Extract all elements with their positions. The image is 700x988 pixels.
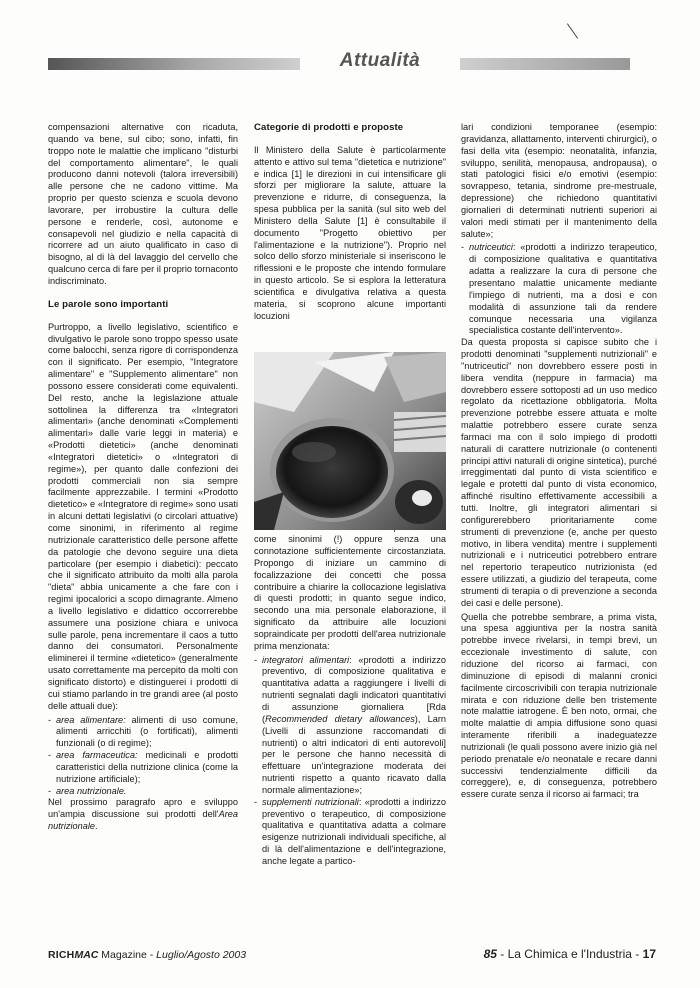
list-term: integratori alimentari [262, 654, 350, 665]
column-3 [461, 122, 657, 803]
list-item [56, 750, 238, 786]
text-run-italic: Area nutrizionale [48, 809, 238, 832]
journal-name: - La Chimica e l'Industria - [496, 947, 643, 961]
paragraph: Il Ministero della Salute è particolarmente attento e attivo sul tema "dietetica e nutrizione" e indica [1] le direzioni in cui intensificare gli sforzi per migliorare la salute, attuare la prevenzione e ridurre, di conseguenza, la spesa pubblica per la sanità (sul sito web del Ministero della Salute [1] è consultabile il documento "Progetto obiettivo per l'alimentazione e la nutrizione"). Proprio nel solco dello sforzo ministeriale si inseriscono le riflessioni e le proposte che intendo formulare in questo articolo. Se si esplora la letteratura scientifica e divulgativa relativa a questa materia, si scoprono alcune importanti locuzioni [254, 144, 446, 321]
definitions-list-cont [461, 242, 657, 337]
footer-journal [484, 947, 656, 961]
list-item [469, 242, 657, 337]
paragraph: Purtroppo, a livello legislativo, scientifico e divulgativo le parole sono troppo spesso usate come balocchi, senza rigore di corrispondenza con il significato. Per esempio, "Integratore alimentare" e "Supplemento alimentare" non possono essere considerati come equivalenti. Del resto, anche la legislazione attuale sottolinea la differenza tra «Integratori alimentari» (anche denominati «Complementi alimentari» dalle varie leggi in materia) e «Prodotti dietetici» (anche denominati «Integratori dietetici» o «Integratori di regime»), per quanto dalle confezioni dei prodotti commerciali non sia sempre facilmente apprezzabile. I termini «Prodotto dietetico» e «Integratore di regime» sono usati in alcuni dettati legislativi (o circolari attuative) come sinonimi, in riferimento al regime nutrizionale caratteristico delle persone affette da patologie che devono seguire una dieta particolare (per esempio i diabetici): peccato che il significato attribuito da molti alla parola "dieta" abbia unicamente a che fare con i regimi ipocalorici a scopo dimagrante. Almeno a livello legislativo e didattico occorrerebbe assumere una posizione chiara e univoca sulle parole, pena incrementare il caos a tutto danno dei consumatori. Personalmente eliminerei il termine «dietetico» (generalmente usato correttamente ma percepito da molti con significato distorto) e distinguerei i prodotti di cui stiamo parlando in tre grandi aree (al posto delle attuali due): [48, 321, 238, 711]
areas-list [48, 715, 238, 798]
subheading-parole: Le parole sono importanti [48, 298, 169, 310]
magazine-label: Magazine - [98, 949, 157, 961]
list-text: ), Larn (Livelli di assunzione raccomandati di nutrienti) o altri indicatori di enti autorevoli] per le persone che hanno necessità di effettuare un'integrazione moderata dei nutrienti rispetto a quanto ricavato dalla normale alimentazione»; [262, 713, 446, 795]
list-text: : «prodotti a indirizzo preventivo, di composizione qualitativa e quantitativa adatta a raggiungere i livelli di nutrienti segnalati dagli indicatori quantitativi di assunzione giornaliera [Rda ( [262, 654, 446, 724]
paragraph: lari condizioni temporanee (esempio: gravidanza, allattamento, interventi chirurgici), o fasi della vita (esempio: neonatalità, infanzia, sviluppo, senilità, menopausa, andropausa), o stati patologici fisici e/o emotivi (esempio: sovrappeso, tetania, sindrome pre-mestruale, depressione) che richiedono quantitativi giornalieri di determinati nutrienti superiori ai valori medi stimati per il mantenimento della salute»; [461, 122, 657, 239]
list-item [262, 797, 446, 868]
list-text: medicinali e prodotti caratteristici della nutrizione clinica (come la nutrizione artificiale); [56, 750, 238, 784]
list-item [262, 655, 446, 797]
list-text: : «prodotti a indirizzo preventivo o terapeutico, di composizione qualitativa e quantitativa adatta a colmare esigenze nutrizionali individuali specifiche, al di là dell'alimentazione e dell'integrazione, anche legate a partico- [262, 796, 446, 866]
text-run: Nel prossimo paragrafo apro e sviluppo un'ampia discussione sui prodotti dell' [48, 797, 238, 820]
subheading-categorie: Categorie di prodotti e proposte [254, 122, 404, 133]
brand-mac: MAC [74, 949, 99, 961]
section-title: Attualità [339, 50, 421, 71]
header-rule-left [48, 58, 300, 70]
list-term: area farmaceutica: [56, 750, 138, 761]
list-item [56, 786, 238, 798]
list-text-italic: Recommended dietary allowances [265, 713, 415, 724]
list-term: nutriceutici [469, 242, 513, 253]
list-text: alimenti di uso comune, alimenti arricchiti (o fortificati), alimenti funzionali (o di regime); [56, 714, 238, 749]
list-term: area nutrizionale. [56, 785, 127, 796]
issue-number: 85 [483, 947, 497, 961]
definitions-list [254, 655, 446, 868]
paragraph: Quella che potrebbe sembrare, a prima vista, una spesa aggiuntiva per la nostra sanità potrebbe invece rivelarsi, in tempi brevi, un eccezionale investimento di salute, con riduzione del ricorso ai farmaci, con diminuzione di episodi di malanni cronici facilmente circoscrivibili con terapia nutrizionale mirata e con riduzione delle ben tristemente note malattie iatrogene. È ben noto, ormai, che molte malattie di ampia diffusione sono quasi interamente riferibili a inadeguatezze nutrizionali (le quali possono avere inizio già nel periodo prenatale e/o neonatale e recare danni successivi tendenzialmente difficili da correggere), e, di conseguenza, potrebbero essere curate senza il ricorso ai farmaci; tra [461, 611, 657, 800]
paragraph [48, 797, 238, 833]
text-run: . [95, 821, 98, 832]
scan-mark [567, 23, 578, 38]
column-1 [48, 122, 238, 835]
list-text: : «prodotti a indirizzo terapeutico, di composizione qualitativa e quantitativa adatta a realizzare la cura di persone che presentano malattie unicamente mediante l'impiego di nutrienti, ma a dosi e con modalità di assunzione tali da rendere comunque necessaria una vigilanza specialistica costante dell'intervento». [469, 242, 657, 336]
paragraph: Da questa proposta si capisce subito che i prodotti denominati "supplementi nutrizionali" e "nutriceutici" non dovrebbero essere posti in libera vendita (neppure in farmacia) ma dovrebbero essere sottoposti ad un uso medico regolato da ricettazione obbligatoria. Molta prevenzione potrebbe essere attuata e molte malattie potrebbero essere curate senza farmaci ma con il solo impiego di prodotti naturali di carattere nutrizionale (o contenenti principi attivi naturali di origine sintetica), purché irreggimentati dal punto di vista scientifico e legale e protetti dal punto di vista economico, affinché risultino effettivamente accessibili a tutti. Inoltre, gli integratori alimentari si configurerebbero prioritariamente come strumenti di prevenzione (e, anche per questo motivo, in libera vendita) mentre i supplementi nutrizionali e i nutriceutici potrebbero entrare nel repertorio terapeutico nutrizionista (ed essere utilizzati, a giudizio del terapeuta, come strumenti di terapia o di prevenzione a seconda dei casi e delle persone). [461, 337, 657, 608]
footer-magazine [48, 949, 246, 961]
paragraph: compensazioni alternative con ricaduta, quando va bene, sul cibo; sono, infatti, fin troppo note le malattie che implicano "disturbi del comportamento alimentare", le quali producono danni notevoli (talora irreversibili) alle persone che ne cadono vittime. Ma proprio per questo scienza e scuola devono lavorare, per irrobustire la cultura delle persone e renderle, così, autonome e consapevoli nel giudizio e nella capacità di ricorrere ad un aiuto qualificato in caso di bisogno, al di là del lavaggio del cervello che qualcuno cerca di fare per il proprio tornaconto indiscriminato. [48, 122, 238, 286]
paragraph: come sinonimi (!) oppure senza una connotazione sufficientemente circostanziata. Propongo di iniziare un cammino di focalizzazione dei concetti che possa contribuire a chiarire la collocazione legislativa di questi prodotti; in quanto segue indico, secondo una mia personale elaborazione, il significato da attribuire alle locuzioni sopraindicate per prodotti dell'area nutrizionale prima menzionata: [254, 534, 446, 651]
list-term: supplementi nutrizionali [262, 796, 359, 807]
illustration-photo [254, 352, 446, 530]
petri-dish-image [254, 352, 446, 530]
brand-rich: RICH [48, 949, 75, 961]
header-rule-right [460, 58, 630, 70]
list-term: area alimentare: [56, 714, 126, 725]
issue-date: Luglio/Agosto 2003 [156, 949, 247, 961]
list-item [56, 715, 238, 751]
page-number: 17 [642, 947, 656, 961]
